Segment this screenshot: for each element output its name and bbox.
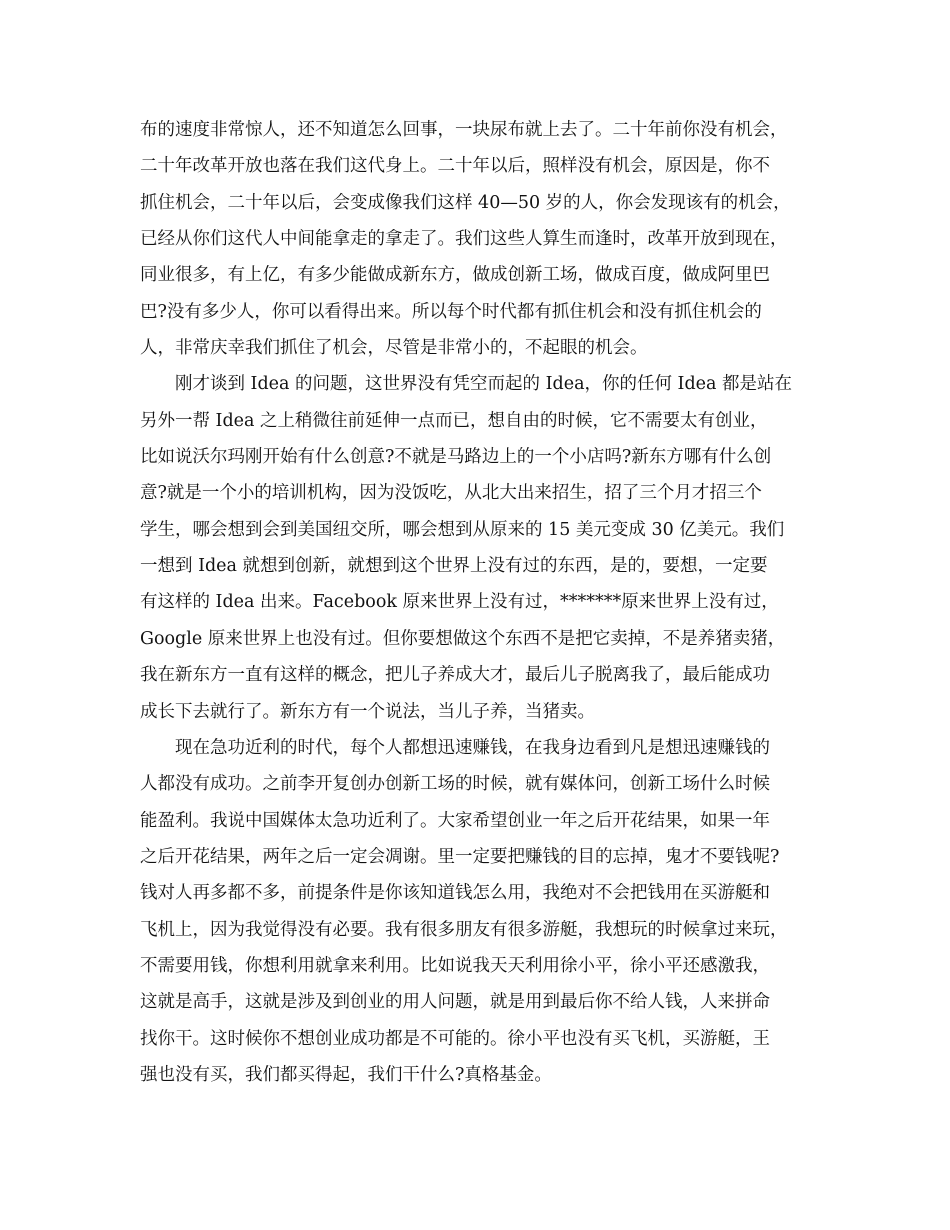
text-line: 刚才谈到 Idea 的问题，这世界没有凭空而起的 Idea，你的任何 Idea 都是站在 (175, 374, 793, 395)
text-line: 另外一帮 Idea 之上稍微往前延伸一点而已，想自由的时候，它不需要太有创业， (140, 410, 768, 431)
text-line: Google 原来世界上也没有过。但你要想做这个东西不是把它卖掉，不是养猪卖猪， (140, 628, 786, 649)
text-line: 成长下去就行了。新东方有一个说法，当儿子养，当猪卖。 (140, 701, 595, 722)
text-line: 意?就是一个小的培训机构，因为没饭吃，从北大出来招生，招了三个月才招三个 (140, 483, 762, 504)
paragraph-1 (140, 112, 830, 366)
text-line: 钱对人再多都不多，前提条件是你该知道钱怎么用，我绝对不会把钱用在买游艇和 (140, 883, 770, 904)
text-line: 这就是高手，这就是涉及到创业的用人问题，就是用到最后你不给人钱，人来拼命 (140, 992, 770, 1013)
text-line: 能盈利。我说中国媒体太急功近利了。大家希望创业一年之后开花结果，如果一年 (140, 810, 770, 831)
text-line: 人都没有成功。之前李开复创办创新工场的时候，就有媒体问，创新工场什么时候 (140, 774, 770, 795)
text-line: 二十年改革开放也落在我们这代身上。二十年以后，照样没有机会，原因是，你不 (140, 156, 770, 177)
text-line: 已经从你们这代人中间能拿走的拿走了。我们这些人算生而逢时，改革开放到现在， (140, 229, 788, 250)
body-text (140, 112, 830, 1093)
text-line: 巴?没有多少人，你可以看得出来。所以每个时代都有抓住机会和没有抓住机会的 (140, 301, 762, 322)
text-line: 找你干。这时候你不想创业成功都是不可能的。徐小平也没有买飞机，买游艇，王 (140, 1028, 770, 1049)
text-line: 学生，哪会想到会到美国纽交所，哪会想到从原来的 15 美元变成 30 亿美元。我们 (140, 519, 785, 540)
text-line: 我在新东方一直有这样的概念，把儿子养成大才，最后儿子脱离我了，最后能成功 (140, 665, 770, 686)
text-line: 抓住机会，二十年以后，会变成像我们这样 40—50 岁的人，你会发现该有的机会， (140, 192, 791, 213)
paragraph-3 (140, 730, 830, 1093)
text-line: 飞机上，因为我觉得没有必要。我有很多朋友有很多游艇，我想玩的时候拿过来玩， (140, 919, 788, 940)
text-line: 现在急功近利的时代，每个人都想迅速赚钱，在我身边看到凡是想迅速赚钱的 (175, 737, 770, 758)
text-line: 强也没有买，我们都买得起，我们干什么?真格基金。 (140, 1064, 552, 1085)
text-line: 之后开花结果，两年之后一定会凋谢。里一定要把赚钱的目的忘掉，鬼才不要钱呢? (140, 846, 780, 867)
text-line: 同业很多，有上亿，有多少能做成新东方，做成创新工场，做成百度，做成阿里巴 (140, 265, 770, 286)
paragraph-2 (140, 366, 830, 729)
text-line: 人，非常庆幸我们抓住了机会，尽管是非常小的，不起眼的机会。 (140, 338, 648, 359)
text-line: 不需要用钱，你想利用就拿来利用。比如说我天天利用徐小平，徐小平还感激我， (140, 955, 770, 976)
text-line: 比如说沃尔玛刚开始有什么创意?不就是马路边上的一个小店吗?新东方哪有什么创 (140, 447, 772, 468)
text-line: 有这样的 Idea 出来。Facebook 原来世界上没有过，*******原来世界上没有过， (140, 592, 779, 613)
text-line: 一想到 Idea 就想到创新，就想到这个世界上没有过的东西，是的，要想，一定要 (140, 556, 768, 577)
text-line: 布的速度非常惊人，还不知道怎么回事，一块尿布就上去了。二十年前你没有机会， (140, 120, 788, 140)
